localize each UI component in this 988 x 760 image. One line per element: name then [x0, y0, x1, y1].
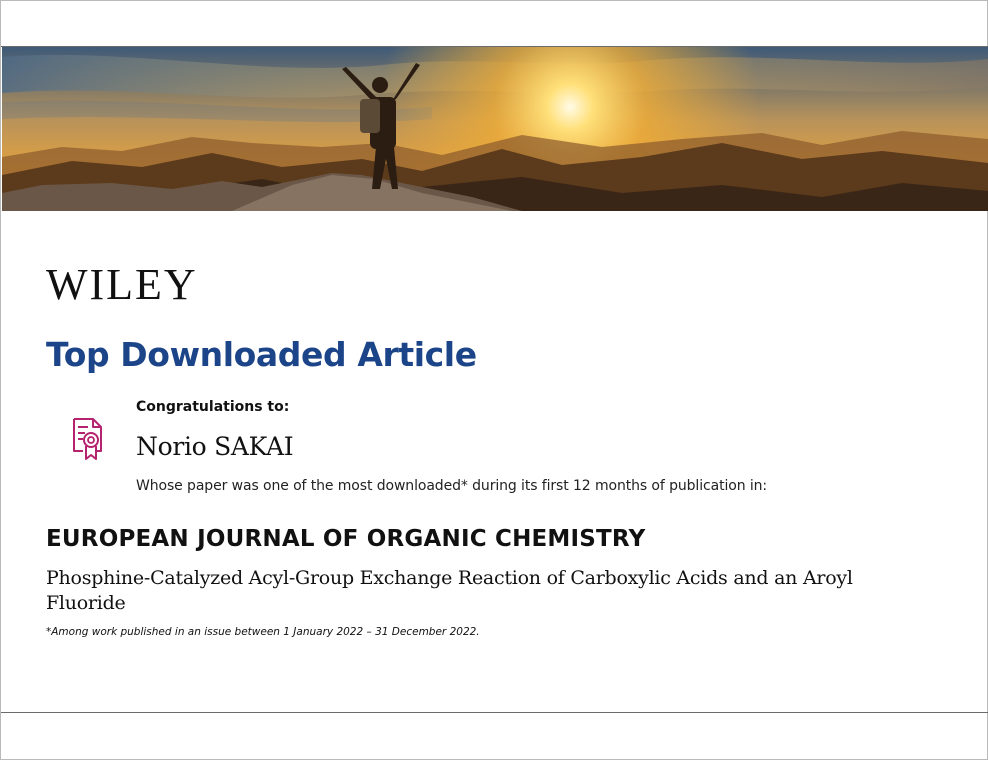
bottom-divider [1, 712, 988, 713]
journal-name: EUROPEAN JOURNAL OF ORGANIC CHEMISTRY [46, 526, 646, 552]
award-description: Whose paper was one of the most downloaded* during its first 12 months of publication in: [136, 478, 768, 494]
page-title: Top Downloaded Article [46, 335, 477, 374]
congratulations-label: Congratulations to: [136, 399, 290, 415]
article-title: Phosphine-Catalyzed Acyl-Group Exchange Reaction of Carboxylic Acids and an Aroyl Fluoride [46, 567, 853, 614]
banner-image [2, 47, 988, 211]
footnote: *Among work published in an issue between 1 January 2022 – 31 December 2022. [46, 626, 480, 638]
certificate-award-icon [71, 417, 105, 463]
wiley-logo: WILEY [46, 260, 198, 309]
recipient-name: Norio SAKAI [136, 432, 294, 461]
